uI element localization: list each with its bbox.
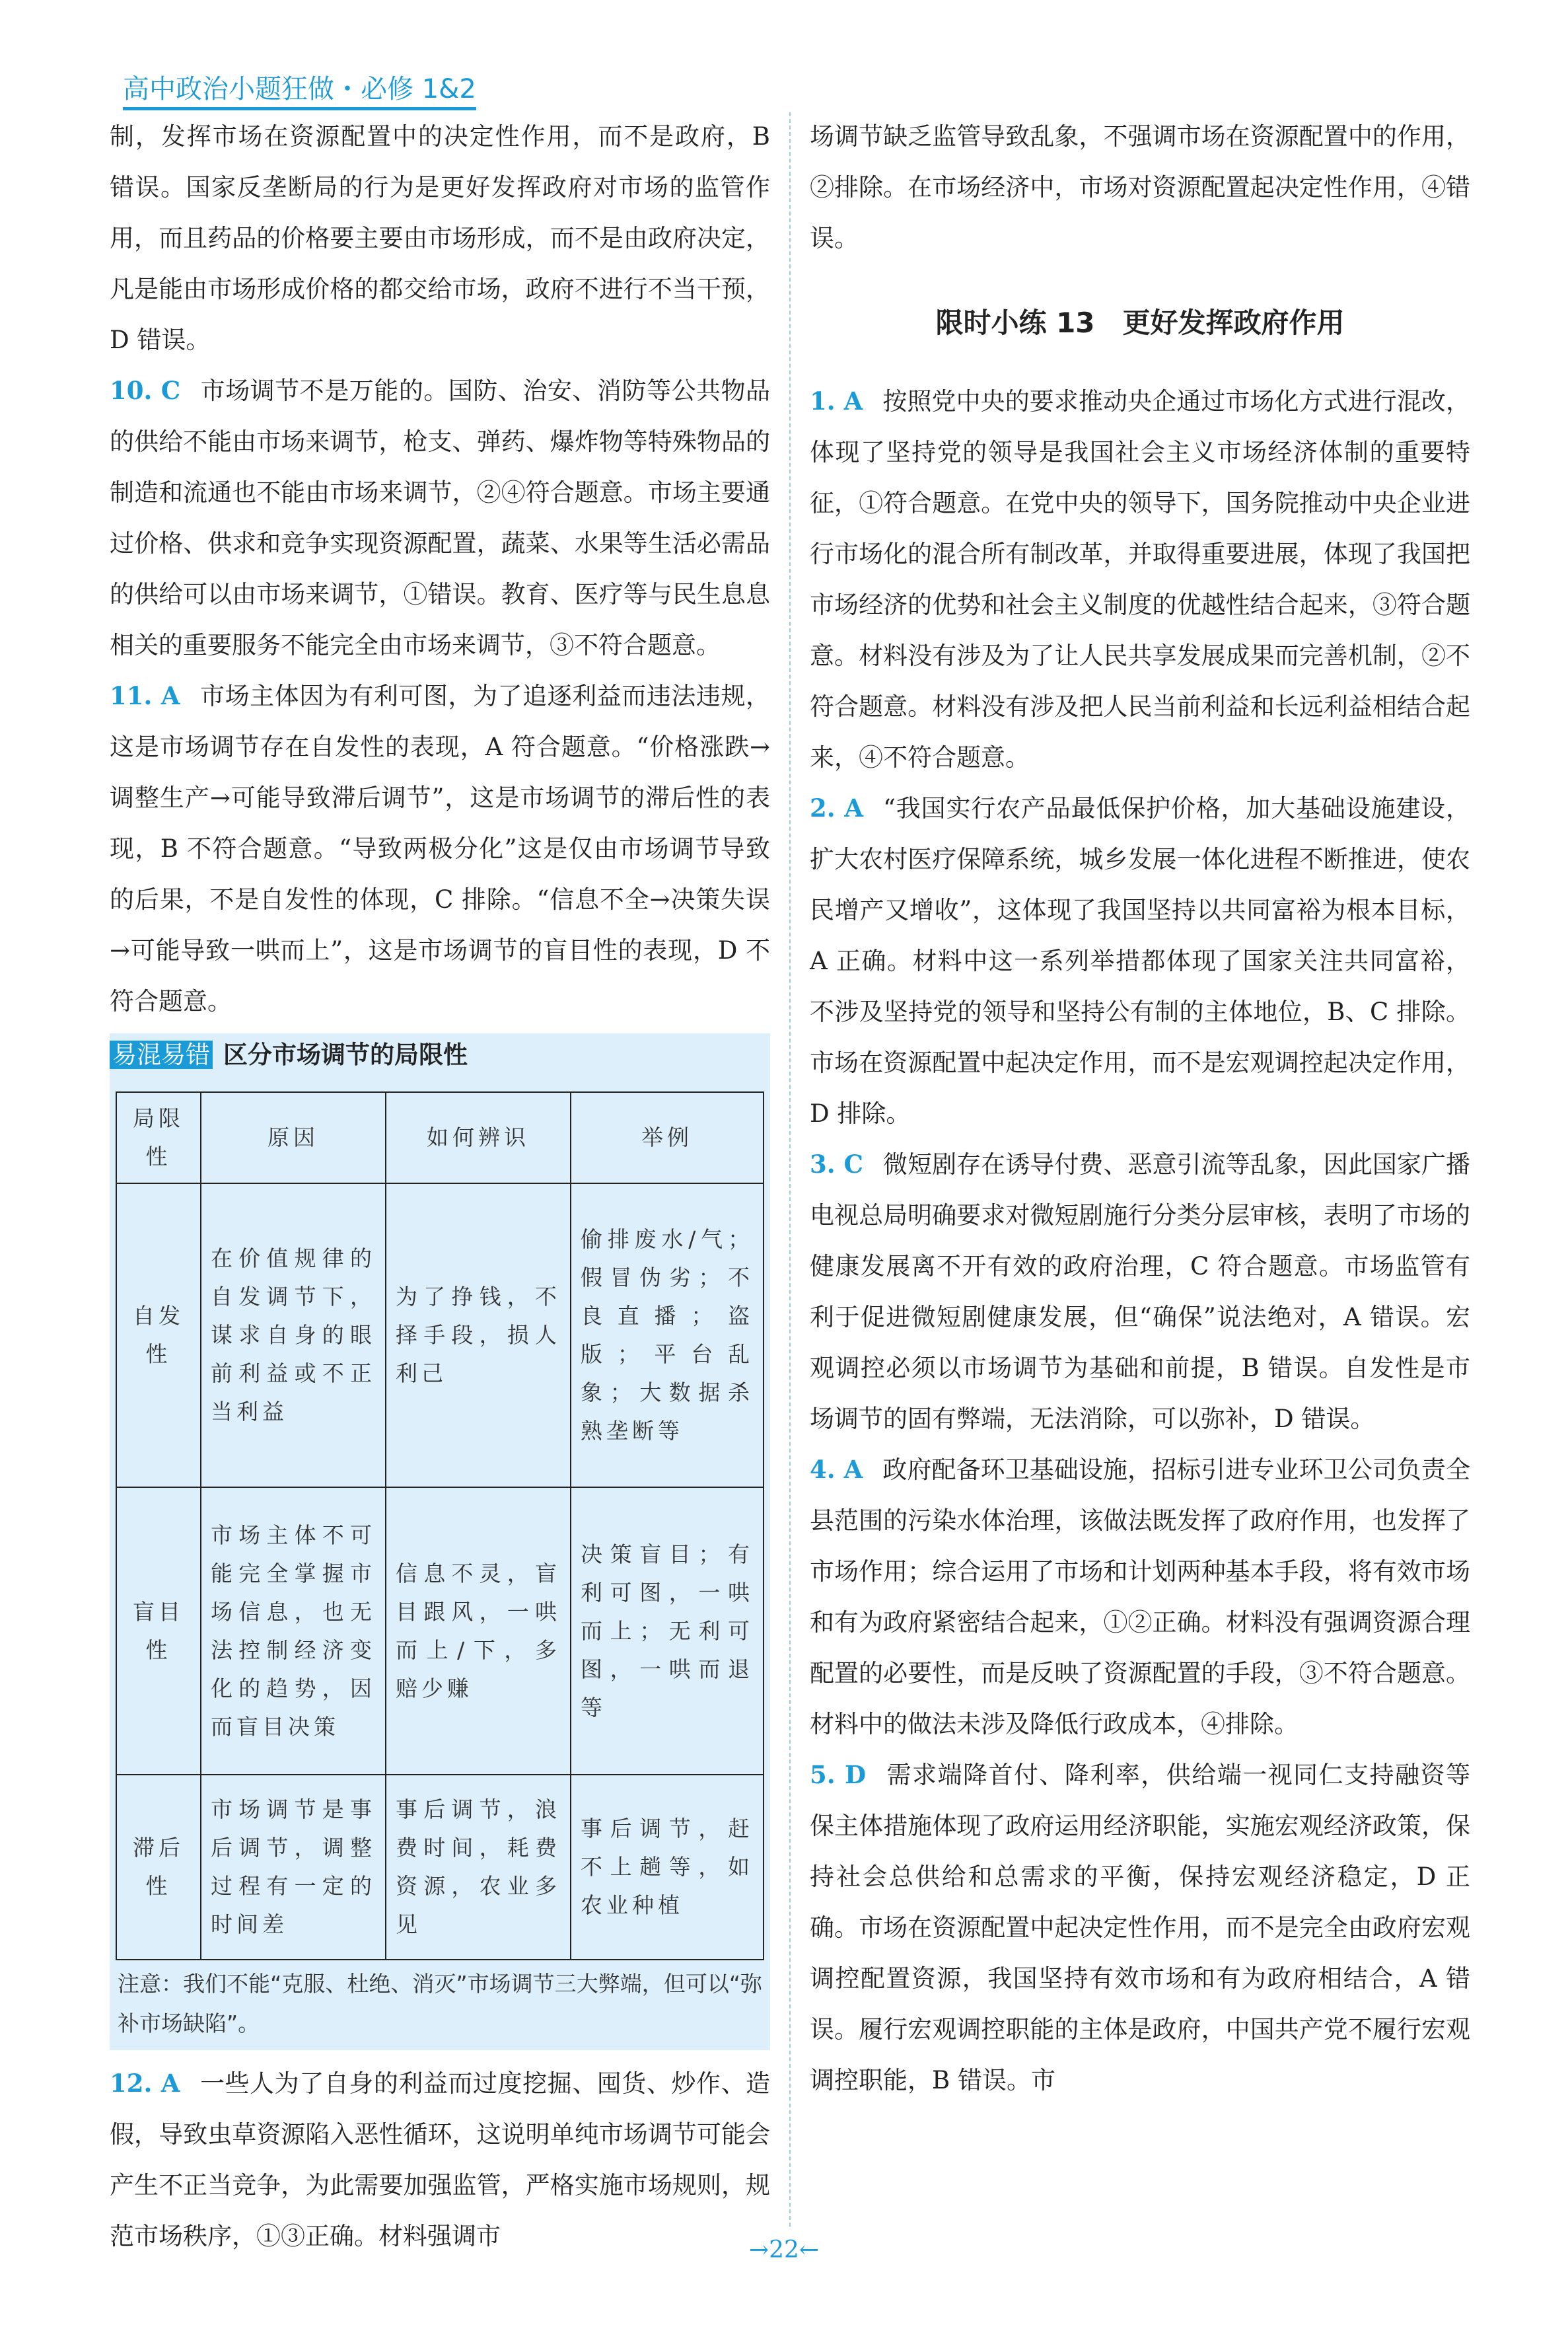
table-row (116, 1487, 764, 1775)
table-cell: 自发性 (116, 1183, 201, 1487)
section-title: 限时小练 13 更好发挥政府作用 (935, 307, 1345, 339)
left-column (110, 111, 770, 2262)
column-divider (789, 112, 791, 2227)
tip-box-heading (110, 1039, 770, 1072)
answer-number: 11. A (110, 681, 180, 710)
answer-4 (810, 1444, 1470, 1750)
table-cell: 为了挣钱，不择手段，损人利己 (386, 1183, 571, 1487)
answer-1 (810, 376, 1470, 783)
table-row (116, 1775, 764, 1960)
answer-5 (810, 1750, 1470, 2106)
paragraph: 场调节缺乏监管导致乱象，不强调市场在资源配置中的作用，②排除。在市场经济中，市场对资源配置起决定性作用，④错误。 (810, 122, 1470, 252)
answer-number: 1. A (810, 387, 863, 416)
tip-note: 注意：我们不能“克服、杜绝、消灭”市场调节三大弊端，但可以“弥补市场缺陷”。 (118, 1971, 762, 2036)
tip-box (110, 1033, 770, 2050)
limitations-table (116, 1091, 764, 1960)
table-cell: 盲目性 (116, 1487, 201, 1775)
table-row (116, 1183, 764, 1487)
answer-number: 12. A (110, 2069, 180, 2098)
answer-10 (110, 365, 770, 671)
answer-text: “我国实行农产品最低保护价格，加大基础设施建设，扩大农村医疗保障系统，城乡发展一体化进程不断推进，使农民增产又增收”，这体现了我国坚持以共同富裕为根本目标，A 正确。材料中这一系列举措都体现了国家关注共同富裕，不涉及坚持党的领导和坚持公有制的主体地位，B、C 排除。市场在资源配置中起决定作用，而不是宏观调控起决定作用，D 排除。 (810, 794, 1470, 1128)
tip-title: 区分市场调节的局限性 (223, 1041, 468, 1069)
answer-text: 市场主体因为有利可图，为了追逐利益而违法违规，这是市场调节存在自发性的表现，A 符合题意。“价格涨跌→调整生产→可能导致滞后调节”，这是市场调节的滞后性的表现，B 不符合题意。“导致两极分化”这是仅由市场调节导致的后果，不是自发性的体现，C 排除。“信息不全→决策失误→可能导致一哄而上”，这是市场调节的盲目性的表现，D 不符合题意。 (110, 682, 771, 1015)
answer-number: 2. A (810, 793, 864, 823)
page-number-text: 22 (769, 2236, 799, 2264)
answer-number: 5. D (810, 1760, 867, 1789)
table-header-row (116, 1092, 764, 1183)
answer-12 (110, 2058, 770, 2262)
page-number: →22← (748, 2236, 820, 2264)
answer-number: 4. A (810, 1455, 863, 1484)
table-header: 如何辨识 (386, 1092, 571, 1183)
answer-text: 一些人为了自身的利益而过度挖掘、囤货、炒作、造假，导致虫草资源陷入恶性循环，这说明单纯市场调节可能会产生不正当竞争，为此需要加强监管，严格实施市场规则，规范市场秩序，①③正确。材料强调市 (110, 2069, 771, 2250)
table-header: 原因 (201, 1092, 386, 1183)
table-cell: 在价值规律的自发调节下，谋求自身的眼前利益或不正当利益 (201, 1183, 386, 1487)
table-cell: 市场主体不可能完全掌握市场信息，也无法控制经济变化的趋势，因而盲目决策 (201, 1487, 386, 1775)
table-cell: 事后调节，赶不上趟等，如农业种植 (571, 1775, 764, 1960)
answer-text: 市场调节不是万能的。国防、治安、消防等公共物品的供给不能由市场来调节，枪支、弹药、爆炸物等特殊物品的制造和流通也不能由市场来调节，②④符合题意。市场主要通过价格、供求和竞争实现资源配置，蔬菜、水果等生活必需品的供给可以由市场来调节，①错误。教育、医疗等与民生息息相关的重要服务不能完全由市场来调节，③不符合题意。 (110, 377, 771, 659)
right-column (810, 111, 1470, 2106)
table-cell: 信息不灵，盲目跟风，一哄而上/下，多赔少赚 (386, 1487, 571, 1775)
answer-text: 需求端降首付、降利率，供给端一视同仁支持融资等保主体措施体现了政府运用经济职能，实施宏观经济政策，保持社会总供给和总需求的平衡，保持宏观经济稳定，D 正确。市场在资源配置中起决定性作用，而不是完全由政府宏观调控配置资源，我国坚持有效市场和有为政府相结合，A 错误。履行宏观调控职能的主体是政府，中国共产党不履行宏观调控职能，B 错误。市 (810, 1761, 1471, 2094)
table-cell: 市场调节是事后调节，调整过程有一定的时间差 (201, 1775, 386, 1960)
answer-number: 10. C (110, 376, 181, 405)
answer-2 (810, 783, 1470, 1139)
answer-11 (110, 671, 770, 1027)
answer-text: 政府配备环卫基础设施，招标引进专业环卫公司负责全县范围的污染水体治理，该做法既发挥了政府作用，也发挥了市场作用；综合运用了市场和计划两种基本手段，将有效市场和有为政府紧密结合起来，①②正确。材料没有强调资源合理配置的必要性，而是反映了资源配置的手段，③不符合题意。材料中的做法未涉及降低行政成本，④排除。 (810, 1456, 1471, 1738)
table-header: 局限性 (116, 1092, 201, 1183)
table-cell: 偷排废水/气；假冒伪劣；不良直播；盗版；平台乱象；大数据杀熟垄断等 (571, 1183, 764, 1487)
paragraph: 制，发挥市场在资源配置中的决定性作用，而不是政府，B 错误。国家反垄断局的行为是更好发挥政府对市场的监管作用，而且药品的价格要主要由市场形成，而不是由政府决定，凡是能由市场形成价格的都交给市场，政府不进行不当干预，D 错误。 (110, 122, 770, 354)
table-header: 举例 (571, 1092, 764, 1183)
answer-3 (810, 1139, 1470, 1444)
answer-text: 按照党中央的要求推动央企通过市场化方式进行混改，体现了坚持党的领导是我国社会主义市场经济体制的重要特征，①符合题意。在党中央的领导下，国务院推动中央企业进行市场化的混合所有制改革，并取得重要进展，体现了我国把市场经济的优势和社会主义制度的优越性结合起来，③符合题意。材料没有涉及为了让人民共享发展成果而完善机制，②不符合题意。材料没有涉及把人民当前利益和长远利益相结合起来，④不符合题意。 (810, 387, 1471, 772)
table-cell: 决策盲目；有利可图，一哄而上；无利可图，一哄而退等 (571, 1487, 764, 1775)
answer-number: 3. C (810, 1150, 863, 1179)
table-cell: 事后调节，浪费时间，耗费资源，农业多见 (386, 1775, 571, 1960)
tip-tag: 易混易错 (110, 1041, 213, 1069)
table-cell: 滞后性 (116, 1775, 201, 1960)
answer-text: 微短剧存在诱导付费、恶意引流等乱象，因此国家广播电视总局明确要求对微短剧施行分类分层审核，表明了市场的健康发展离不开有效的政府治理，C 符合题意。市场监管有利于促进微短剧健康发展，但“确保”说法绝对，A 错误。宏观调控必须以市场调节为基础和前提，B 错误。自发性是市场调节的固有弊端，无法消除，可以弥补，D 错误。 (810, 1150, 1470, 1433)
book-header: 高中政治小题狂做・必修 1&2 (123, 74, 476, 110)
